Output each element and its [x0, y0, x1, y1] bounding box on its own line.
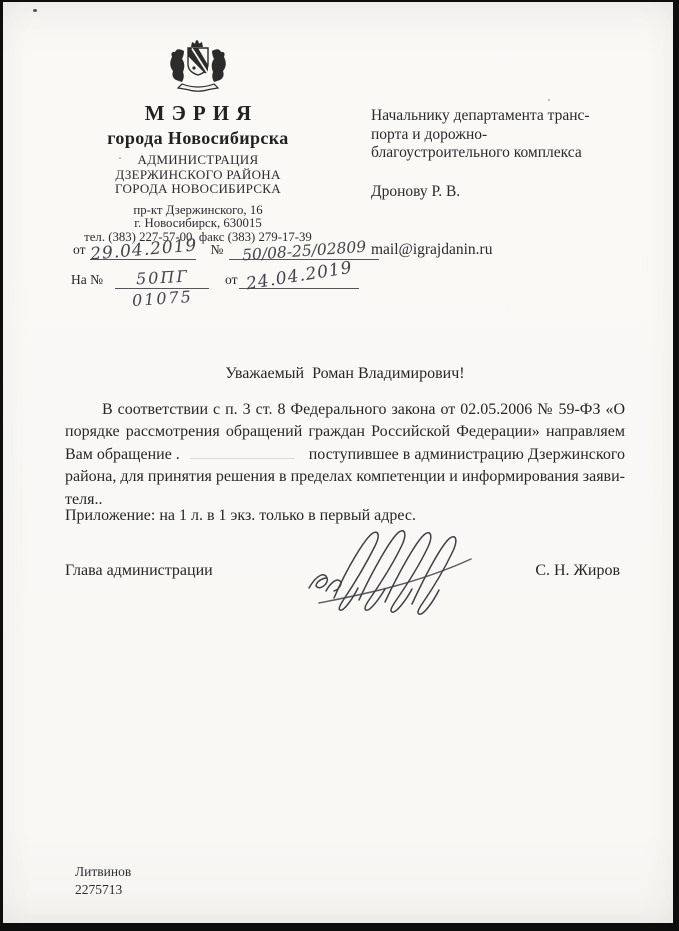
scan-speck	[548, 99, 550, 101]
redacted-blank	[190, 458, 295, 459]
incoming-number-top	[115, 268, 209, 289]
executor-block	[75, 863, 131, 898]
addressee-position-line: Начальнику департамента транс-	[371, 107, 590, 124]
novosibirsk-coat-of-arms-icon	[163, 38, 233, 94]
paper	[3, 2, 673, 923]
incoming-reference-row	[71, 257, 359, 311]
signer-position: Глава администрации	[65, 562, 213, 579]
org-title: МЭРИЯ	[144, 101, 259, 125]
body-line-with-redaction	[65, 444, 625, 466]
incoming-number-field	[115, 266, 209, 311]
body-paragraph	[65, 399, 625, 511]
incoming-date-label: от	[225, 272, 238, 287]
org-department-line: ГОРОДА НОВОСИБИРСКА	[115, 181, 281, 196]
addressee-block	[371, 107, 629, 260]
body-line: теля..	[65, 490, 103, 508]
body-line-left: Вам обращение .	[65, 445, 180, 463]
outgoing-number-handwritten: 50/08-25/02809	[241, 237, 367, 265]
outgoing-date-label: от	[73, 242, 86, 257]
addressee-position-line: благоустроительного комплекса	[371, 144, 582, 162]
org-phone-line: тел. (383) 227-57-00, факс (383) 279-17-39	[84, 230, 312, 245]
outgoing-date-field	[89, 235, 199, 265]
salutation: Уважаемый Роман Владимирович!	[225, 365, 465, 382]
addressee-position-line: порта и дорожно-	[371, 125, 488, 143]
org-address-line: пр-кт Дзержинского, 16	[133, 202, 263, 217]
body-line: порядке рассмотрения обращений граждан Российской Федерации» направляем	[65, 423, 625, 441]
executor-name: Литвинов	[75, 864, 132, 879]
scan-speck	[119, 157, 121, 159]
incoming-date-field	[239, 257, 359, 295]
body-line-right: поступившее в администрацию Дзержинского	[308, 445, 625, 463]
org-department-line: ДЗЕРЖИНСКОГО РАЙОНА	[115, 166, 281, 182]
body-line: В соответствии с п. 3 ст. 8 Федерального закона от 02.05.2006 № 59-ФЗ «О	[102, 401, 625, 418]
executor-phone: 2275713	[75, 881, 123, 897]
incoming-date-handwritten: 24.04.2019	[244, 257, 354, 295]
signer-name: С. Н. Жиров	[535, 562, 620, 579]
org-address-line: г. Новосибирск, 630015	[134, 216, 262, 231]
handwritten-signature-icon	[299, 510, 484, 615]
incoming-number-top-handwritten: 50ПГ	[135, 266, 189, 289]
outgoing-number-field	[229, 237, 379, 265]
incoming-number-bottom	[130, 286, 194, 311]
outgoing-date-handwritten: 29.04.2019	[89, 235, 199, 265]
incoming-number-bottom-handwritten: 01075	[130, 286, 194, 311]
addressee-name: Дронову Р. В.	[371, 182, 461, 200]
org-department	[58, 153, 338, 197]
body-line: района, для принятия решения в пределах компетенции и информирования заяви-	[65, 468, 625, 486]
org-city: города Новосибирска	[107, 128, 289, 148]
addressee-email: mail@igrajdanin.ru	[371, 241, 493, 259]
attachment-note: Приложение: на 1 л. в 1 экз. только в первый адрес.	[65, 507, 417, 524]
org-department-line: АДМИНИСТРАЦИЯ	[137, 152, 259, 167]
letterhead	[58, 38, 338, 245]
outgoing-number-label: №	[210, 242, 224, 257]
scan-speck	[33, 9, 37, 12]
incoming-number-label: На №	[71, 272, 103, 287]
